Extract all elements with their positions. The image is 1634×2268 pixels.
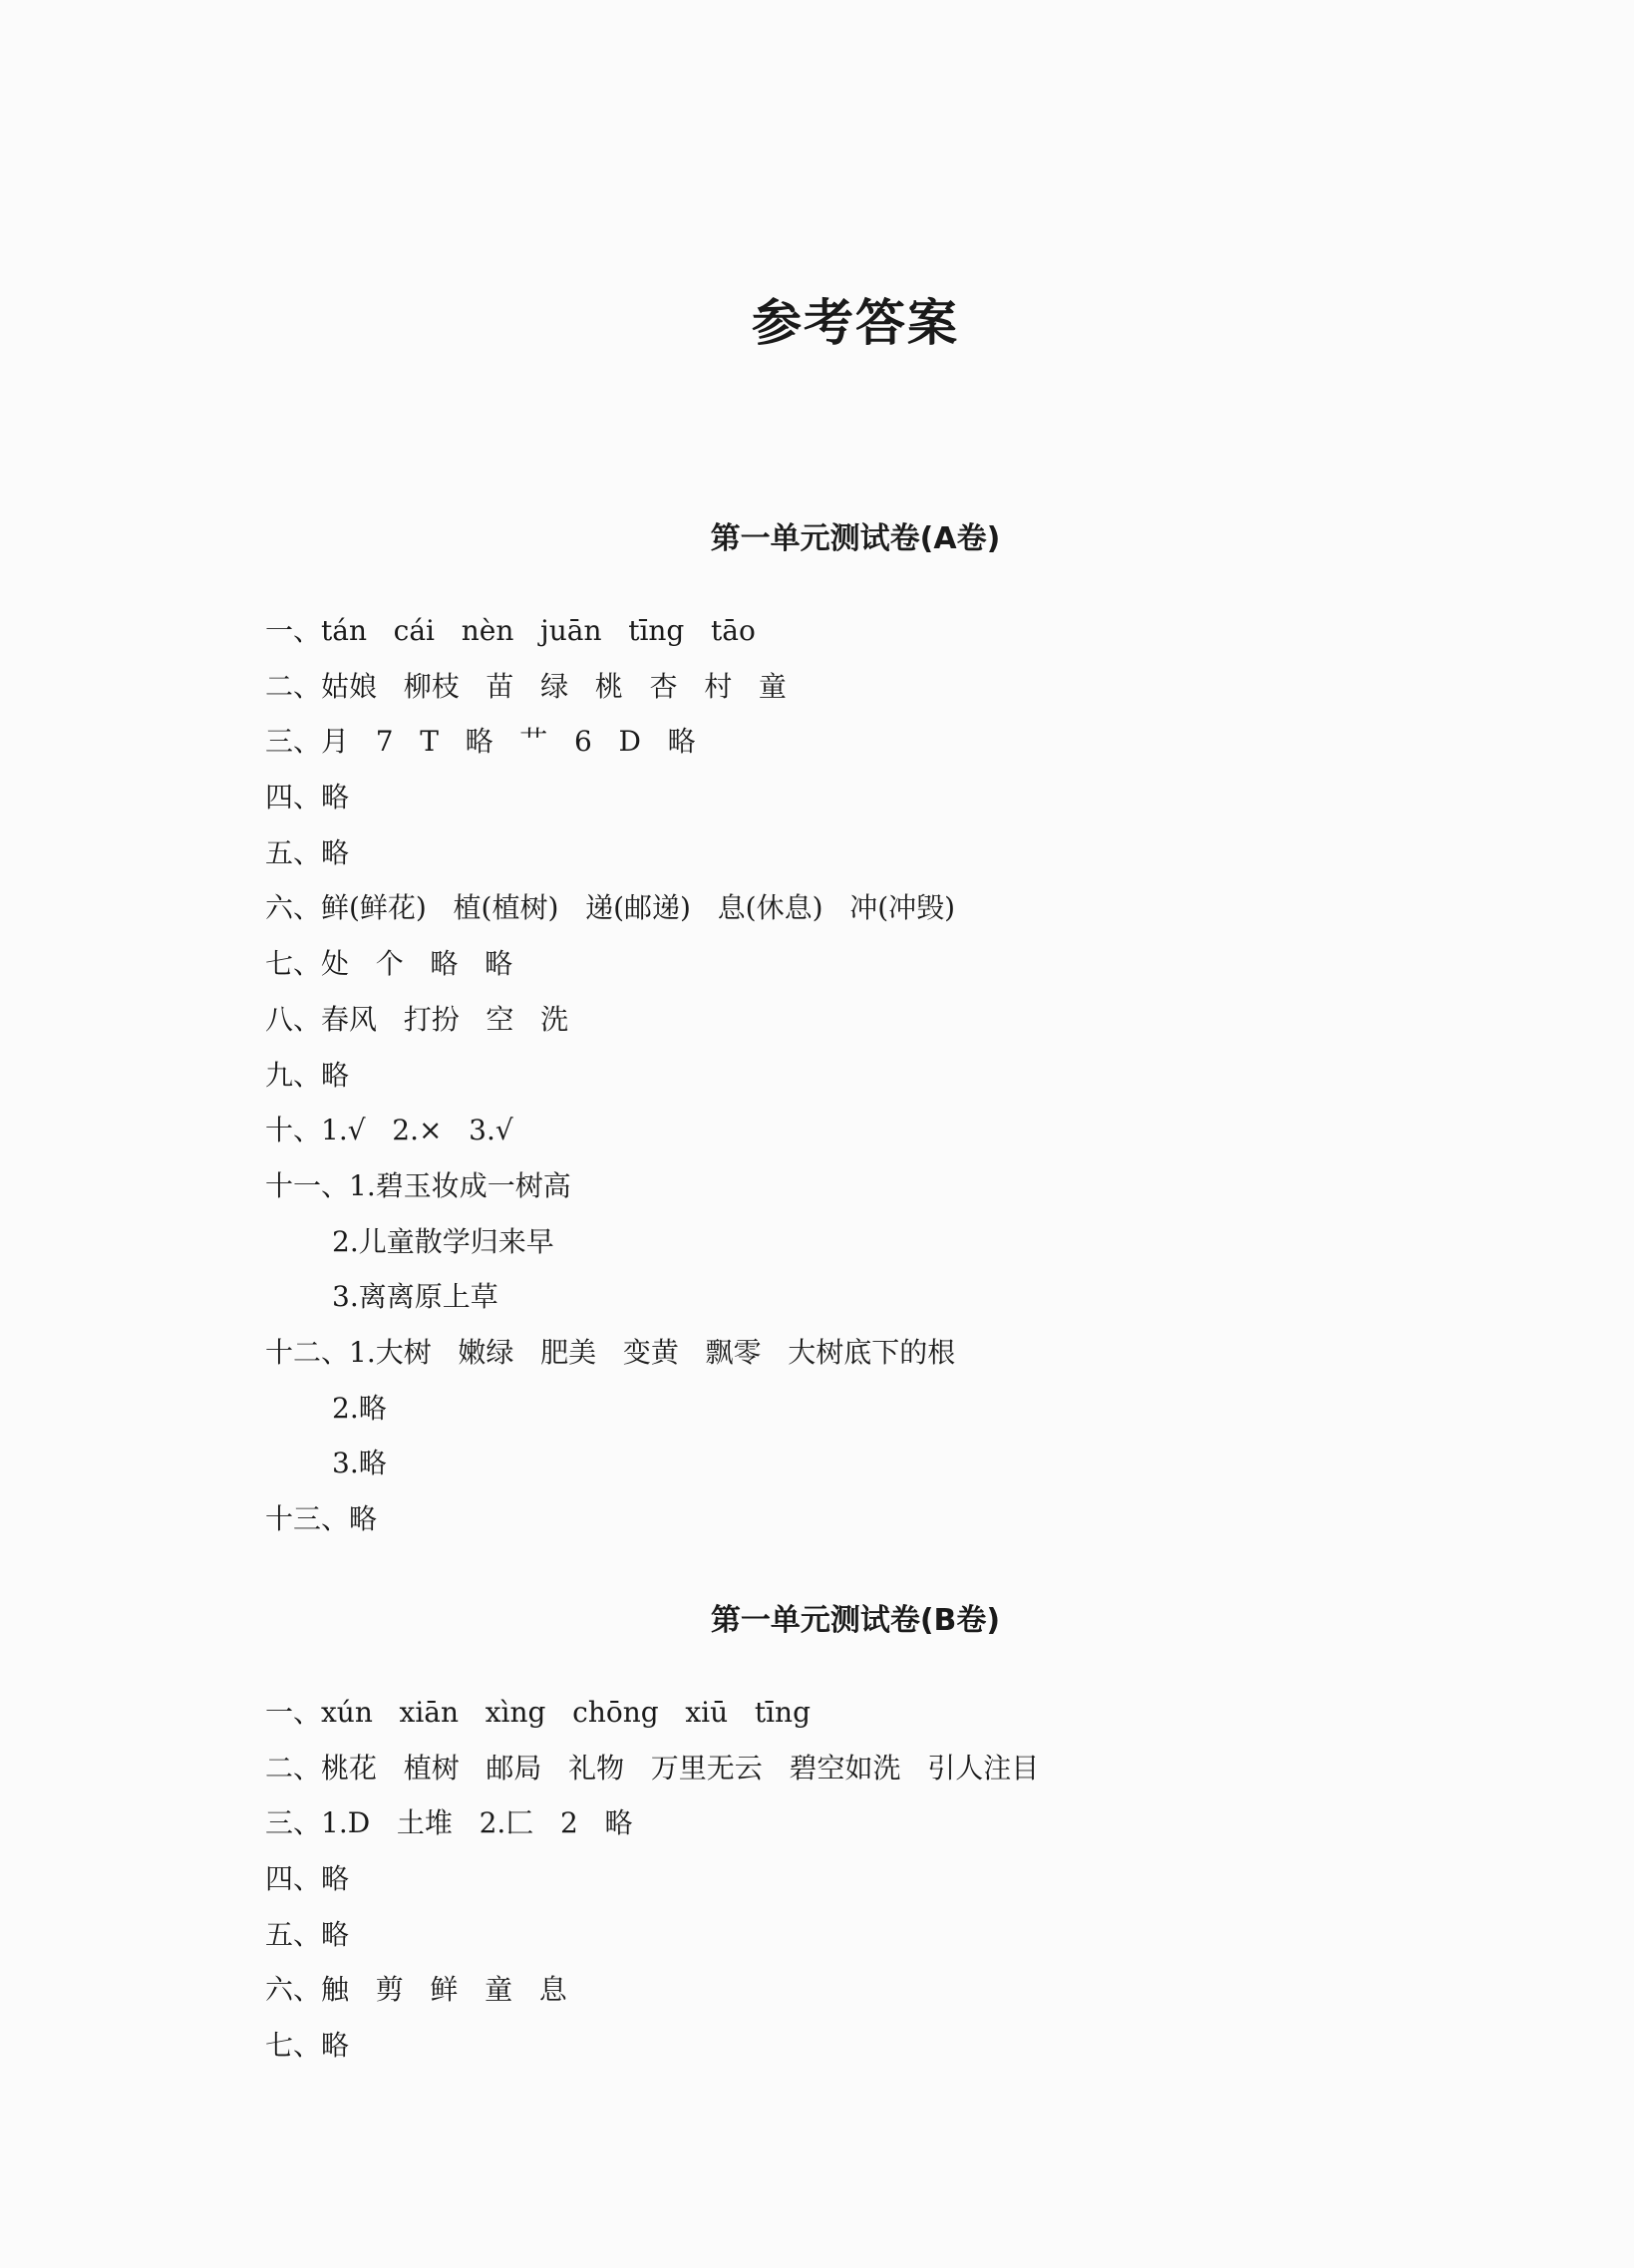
answer-line: 七、处 个 略 略 [265, 947, 513, 981]
answer-line: 二、桃花 植树 邮局 礼物 万里无云 碧空如洗 引人注目 [265, 1751, 1040, 1784]
answer-line: 十二、1.大树 嫩绿 肥美 变黄 飘零 大树底下的根 [265, 1335, 956, 1369]
answer-line: 八、春风 打扮 空 洗 [265, 1002, 569, 1036]
answer-line: 一、tán cái nèn juān tīng tāo [265, 614, 756, 647]
answer-line: 五、略 [265, 835, 350, 869]
answer-line: 一、xún xiān xìng chōng xiū tīng [265, 1696, 812, 1729]
answer-line: 三、1.D 土堆 2.匚 2 略 [265, 1806, 633, 1840]
answer-line: 七、略 [265, 2029, 350, 2063]
answer-line: 五、略 [265, 1917, 350, 1951]
section-b-title: 第一单元测试卷(B卷) [710, 1603, 1001, 1638]
section-a-answers [265, 603, 955, 1547]
answer-line: 十一、1.碧玉妆成一树高 [265, 1168, 571, 1202]
answer-line: 3.略 [332, 1447, 387, 1480]
answer-line: 2.略 [332, 1391, 387, 1425]
answer-line: 二、姑娘 柳枝 苗 绿 桃 杏 村 童 [265, 669, 787, 703]
answer-line: 十、1.√ 2.× 3.√ [265, 1114, 513, 1147]
answer-line: 四、略 [265, 781, 350, 814]
answer-line: 2.儿童散学归来早 [332, 1224, 554, 1258]
answer-line: 十三、略 [265, 1502, 378, 1535]
page-title: 参考答案 [752, 293, 959, 352]
answer-line: 三、月 7 T 略 艹 6 D 略 [265, 725, 696, 759]
answer-line: 六、触 剪 鲜 童 息 [265, 1973, 567, 2007]
answer-line: 六、鲜(鲜花) 植(植树) 递(邮递) 息(休息) 冲(冲毁) [265, 891, 956, 925]
answer-line: 四、略 [265, 1862, 350, 1896]
answer-line: 3.离离原上草 [332, 1280, 498, 1314]
section-a-title: 第一单元测试卷(A卷) [710, 521, 1001, 556]
answer-line: 九、略 [265, 1058, 350, 1092]
section-b-answers [265, 1685, 1039, 2074]
